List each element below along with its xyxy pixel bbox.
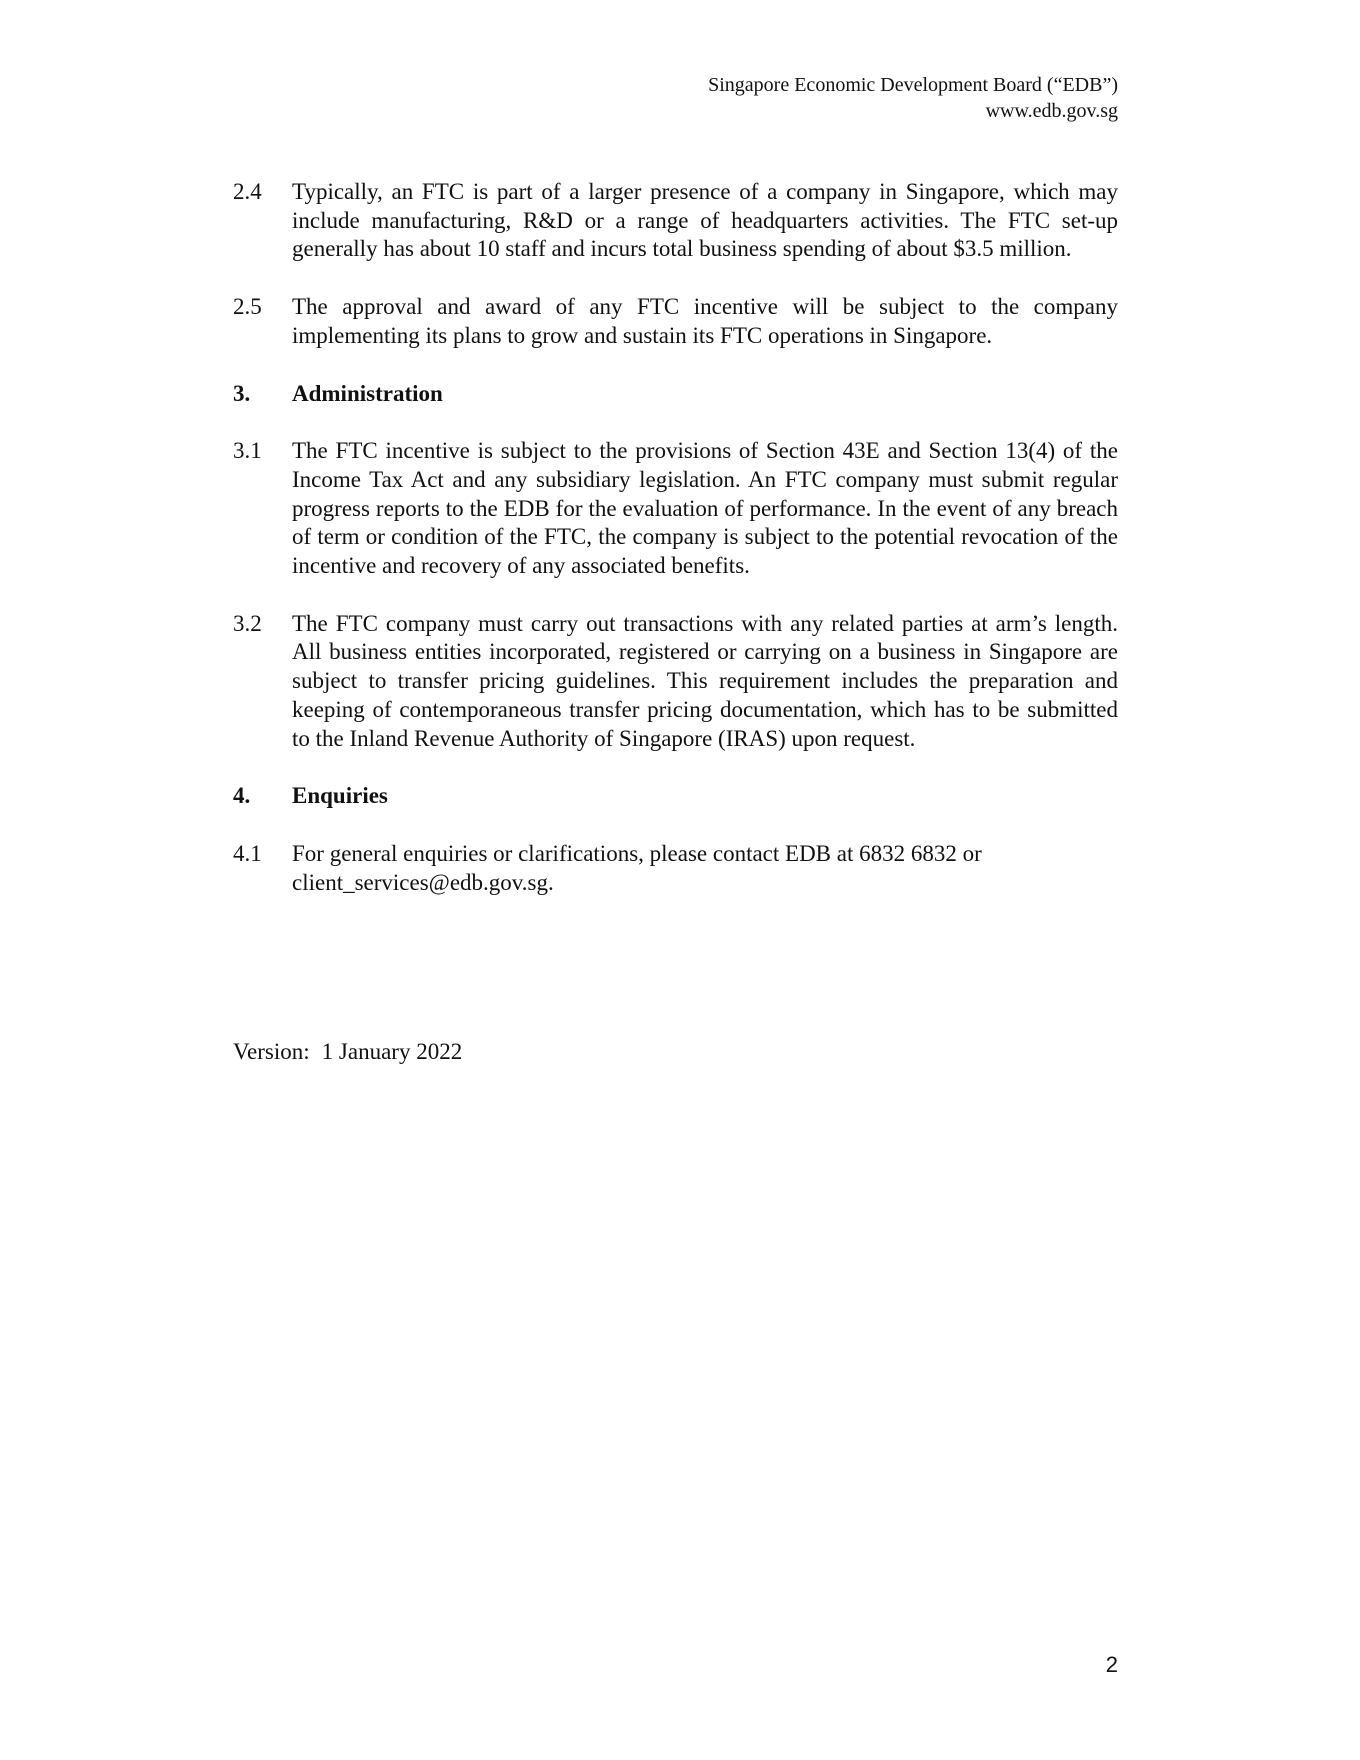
- page-header: [708, 72, 1118, 124]
- paragraph-number: 4.1: [233, 840, 262, 866]
- section-title: Administration: [292, 380, 443, 406]
- paragraph-number: 3.2: [233, 610, 262, 636]
- section-number: 3.: [233, 380, 251, 406]
- section-heading-enquiries: [233, 782, 1118, 811]
- section-heading-administration: [233, 380, 1118, 409]
- paragraph-text: The FTC company must carry out transactions with any related parties at arm’s length. All business entities incorporated, registered or carrying on a business in Singapore are subject to transfer pricing guidelines. This requirement includes the preparation and keeping of contemporaneous transfer pricing documentation, which has to be submitted to the Inland Revenue Authority of Singapore (IRAS) upon request.: [292, 610, 1118, 751]
- header-url: www.edb.gov.sg: [985, 100, 1118, 122]
- paragraph-3-1: [233, 437, 1118, 581]
- version-date: 1 January 2022: [321, 1039, 463, 1064]
- paragraph-number: 3.1: [233, 438, 262, 464]
- paragraph-number: 2.4: [233, 179, 262, 204]
- paragraph-3-2: [233, 610, 1118, 754]
- paragraph-text: The FTC incentive is subject to the provisions of Section 43E and Section 13(4) of the Income Tax Act and any subsidiary legislation. An FTC company must submit regular progress reports to the EDB for the evaluation of performance. In the event of any breach of term or condition of the FTC, the company is subject to the potential revocation of the incentive and recovery of any associated benefits.: [292, 438, 1118, 579]
- paragraph-text: Typically, an FTC is part of a larger presence of a company in Singapore, which may include manufacturing, R&D or a range of headquarters activities. The FTC set-up generally has about 10 staff and incurs total business spending of about $3.5 million.: [292, 179, 1118, 262]
- paragraph-text: For general enquiries or clarifications, please contact EDB at 6832 6832 or client_services@edb.gov.sg.: [292, 840, 982, 895]
- paragraph-2-4: [233, 178, 1118, 264]
- paragraph-number: 2.5: [233, 294, 262, 320]
- document-body: [233, 178, 1118, 926]
- section-title: Enquiries: [292, 783, 388, 809]
- version-label: Version:: [233, 1039, 310, 1064]
- section-number: 4.: [233, 783, 251, 809]
- paragraph-text: The approval and award of any FTC incentive will be subject to the company implementing its plans to grow and sustain its FTC operations in Singapore.: [292, 294, 1118, 348]
- page-number: 2: [1105, 1652, 1118, 1677]
- paragraph-4-1: [233, 840, 1118, 897]
- header-org: Singapore Economic Development Board (“EDB”): [708, 74, 1118, 96]
- paragraph-2-5: [233, 293, 1118, 350]
- version-line: [233, 1038, 462, 1066]
